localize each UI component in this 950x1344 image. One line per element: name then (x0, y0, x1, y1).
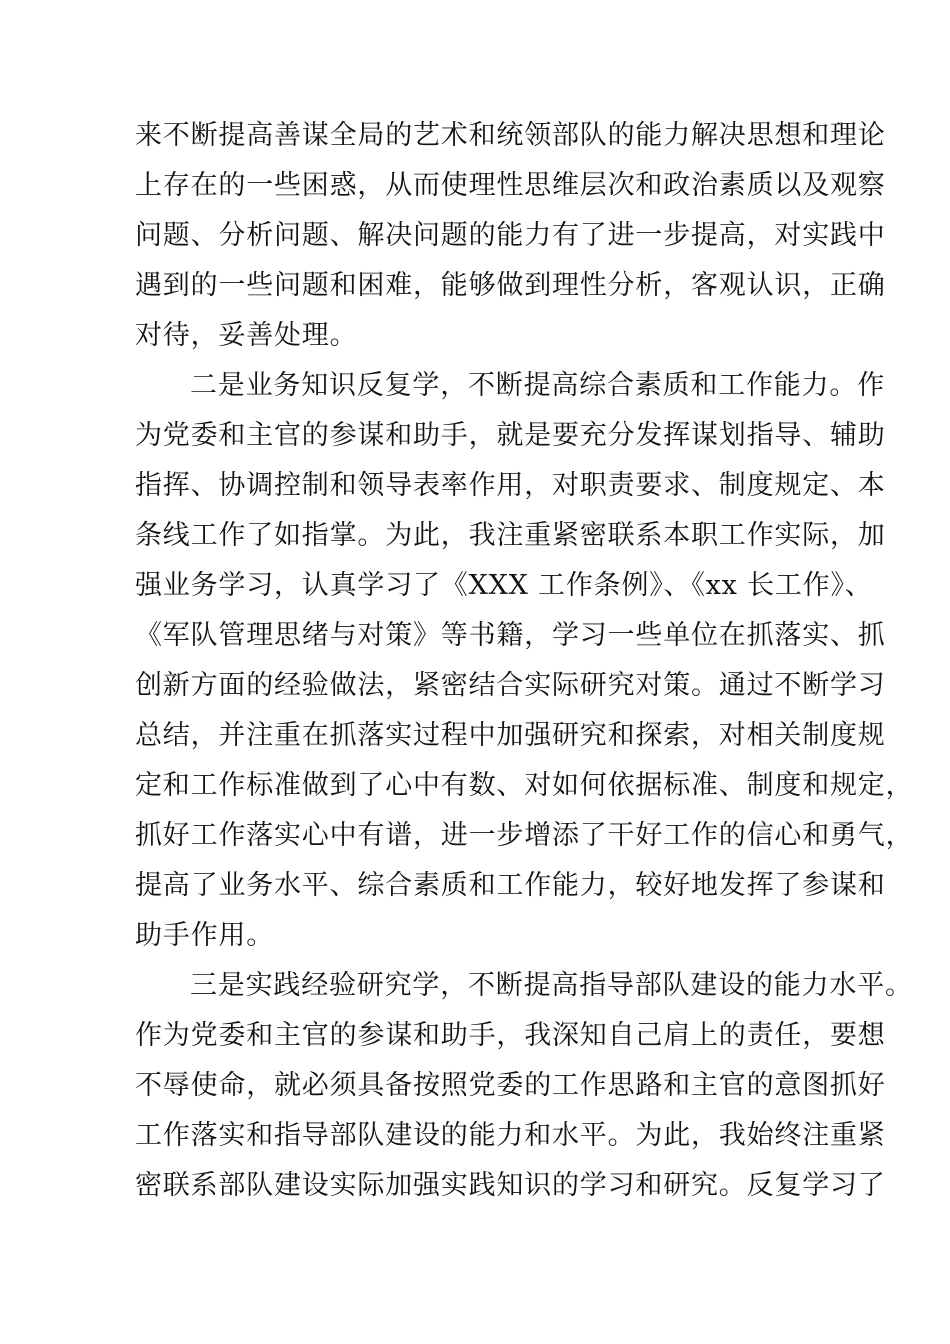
text-line: 条线工作了如指掌。为此，我注重紧密联系本职工作实际，加 (135, 520, 886, 551)
text-line: 不辱使命，就必须具备按照党委的工作思路和主官的意图抓好 (135, 1070, 886, 1101)
text-line: 提高了业务水平、综合素质和工作能力，较好地发挥了参谋和 (135, 870, 886, 901)
text-line: 总结，并注重在抓落实过程中加强研究和探索，对相关制度规 (135, 720, 886, 751)
text-line: 问题、分析问题、解决问题的能力有了进一步提高，对实践中 (135, 220, 886, 251)
text-line: 助手作用。 (135, 920, 274, 951)
paragraph-first-line: 二是业务知识反复学，不断提高综合素质和工作能力。作 (190, 370, 885, 401)
text-line: 遇到的一些问题和困难，能够做到理性分析，客观认识，正确 (135, 270, 886, 301)
text-line: 密联系部队建设实际加强实践知识的学习和研究。反复学习了 (135, 1170, 886, 1201)
text-line: 创新方面的经验做法，紧密结合实际研究对策。通过不断学习 (135, 670, 886, 701)
text-line: 强业务学习，认真学习了《XXX 工作条例》、《xx 长工作》、 (135, 570, 873, 601)
paragraph-first-line: 三是实践经验研究学，不断提高指导部队建设的能力水平。 (190, 970, 913, 1001)
text-line: 为党委和主官的参谋和助手，就是要充分发挥谋划指导、辅助 (135, 420, 886, 451)
text-line: 作为党委和主官的参谋和助手，我深知自己肩上的责任，要想 (135, 1020, 886, 1051)
text-line: 上存在的一些困惑，从而使理性思维层次和政治素质以及观察 (135, 170, 886, 201)
text-line: 抓好工作落实心中有谱，进一步增添了干好工作的信心和勇气， (135, 820, 914, 851)
text-line: 对待，妥善处理。 (135, 320, 358, 351)
text-line: 来不断提高善谋全局的艺术和统领部队的能力解决思想和理论 (135, 120, 886, 151)
text-line: 《军队管理思绪与对策》等书籍，学习一些单位在抓落实、抓 (135, 620, 886, 651)
text-line: 定和工作标准做到了心中有数、对如何依据标准、制度和规定， (135, 770, 914, 801)
text-line: 工作落实和指导部队建设的能力和水平。为此，我始终注重紧 (135, 1120, 886, 1151)
text-line: 指挥、协调控制和领导表率作用，对职责要求、制度规定、本 (135, 470, 886, 501)
